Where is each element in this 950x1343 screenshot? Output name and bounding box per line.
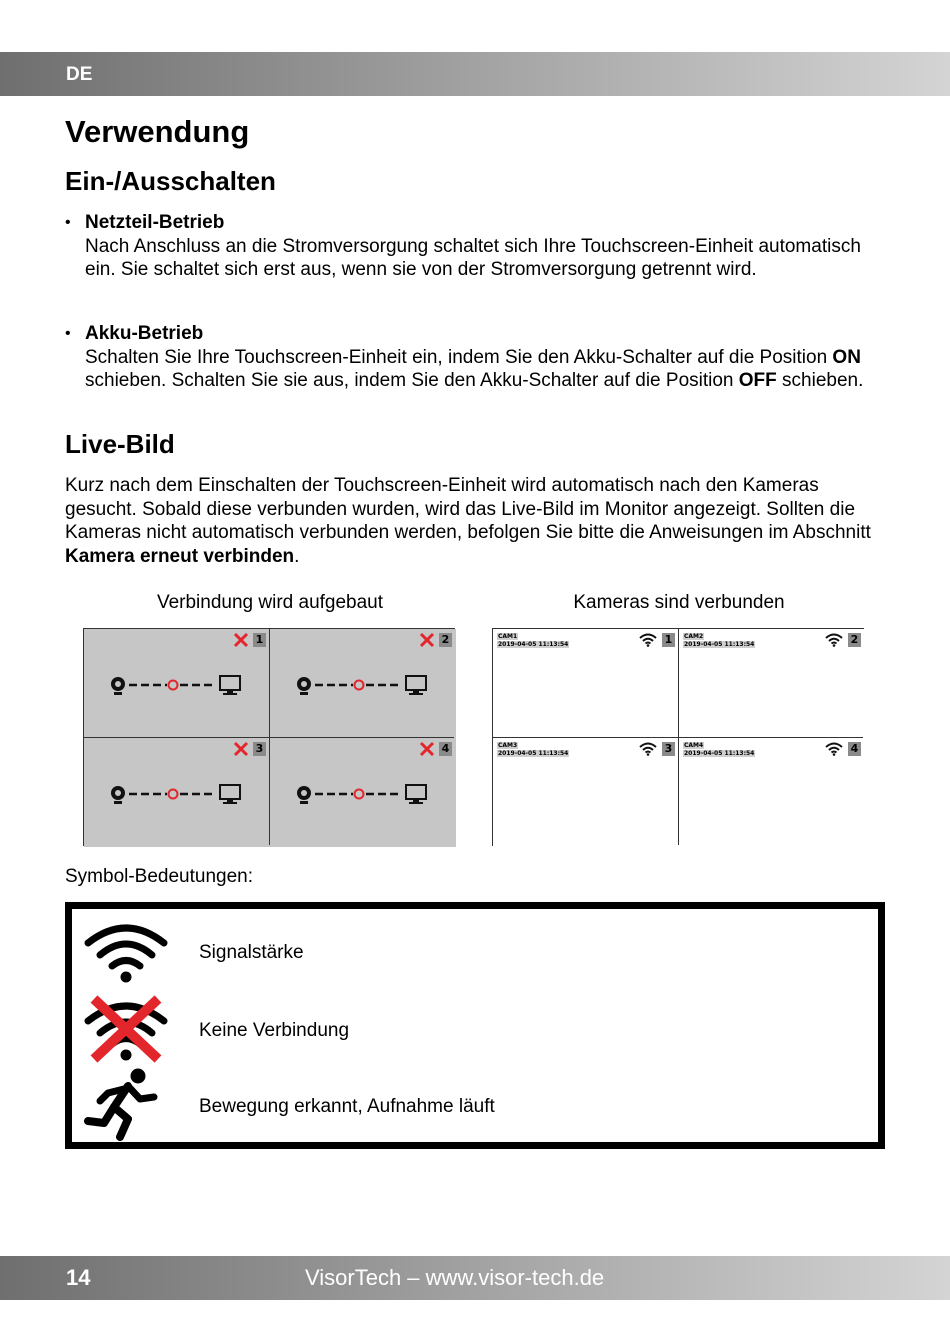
bullet-battery: [65, 322, 895, 393]
caption-connected: Kameras sind verbunden: [573, 592, 785, 613]
camera-label: CAM2 2019-04-05 11:13:54: [684, 633, 755, 648]
grid-divider: [493, 737, 863, 738]
channel-number: 4: [848, 742, 861, 756]
channel-number: 4: [439, 742, 452, 756]
off-label: OFF: [738, 370, 777, 391]
page-title: Verwendung: [65, 114, 250, 149]
language-label: DE: [66, 64, 93, 85]
grid-divider: [84, 737, 454, 738]
footer-bar: [0, 1256, 950, 1300]
bullet-power-supply: [65, 211, 895, 282]
symbols-title: Symbol-Bedeutungen:: [65, 866, 254, 887]
channel-number: 1: [253, 633, 266, 647]
camera-label: CAM3 2019-04-05 11:13:54: [498, 742, 569, 757]
header-bar: [0, 52, 950, 96]
no-connection-icon: [233, 632, 249, 648]
camera-cell: [84, 738, 270, 847]
camera-cell: [84, 629, 270, 738]
channel-number: 3: [253, 742, 266, 756]
wifi-icon: [825, 633, 843, 647]
channel-number: 1: [662, 633, 675, 647]
connecting-link-icon: [296, 673, 431, 697]
no-connection-icon: [419, 632, 435, 648]
camera-cell: [270, 738, 456, 847]
camera-cell: [679, 738, 865, 847]
camera-cell: [679, 629, 865, 738]
reconnect-reference: Kamera erneut verbinden: [65, 545, 295, 567]
wifi-icon: [825, 742, 843, 756]
camera-cell: [270, 629, 456, 738]
legend-label: Keine Verbindung: [199, 1020, 350, 1041]
legend-row-no-connection: [72, 992, 872, 1062]
connecting-link-icon: [110, 782, 245, 806]
camera-label: CAM1 2019-04-05 11:13:54: [498, 633, 569, 648]
wifi-icon: [84, 919, 168, 983]
no-connection-icon: [419, 741, 435, 757]
wifi-icon: [639, 742, 657, 756]
legend-row-motion: [72, 1067, 872, 1137]
connecting-link-icon: [110, 673, 245, 697]
on-label: ON: [832, 346, 861, 368]
camera-cell: [493, 738, 679, 847]
section-heading-power: Ein-/Ausschalten: [65, 166, 276, 196]
wifi-icon: [639, 633, 657, 647]
bullet-dot: •: [65, 325, 71, 342]
legend-label: Signalstärke: [199, 942, 304, 963]
connected-grid: [492, 628, 864, 846]
bullet-text: Schalten Sie Ihre Touchscreen-Einheit ein, indem Sie den Akku-Schalter auf die Position ON schieben. Schalten Sie sie aus, indem Sie den Akku-Schalter auf die Position OFF schieben.: [85, 346, 864, 391]
bullet-title: Netzteil-Betrieb: [85, 212, 225, 233]
channel-number: 2: [848, 633, 861, 647]
page-number: 14: [66, 1265, 91, 1290]
section-heading-live: Live-Bild: [65, 429, 175, 459]
connecting-grid: [83, 628, 455, 846]
symbol-legend: [65, 902, 885, 1149]
bullet-title: Akku-Betrieb: [85, 323, 204, 344]
legend-label: Bewegung erkannt, Aufnahme läuft: [199, 1096, 495, 1117]
channel-number: 3: [662, 742, 675, 756]
camera-label: CAM4 2019-04-05 11:13:54: [684, 742, 755, 757]
no-connection-icon: [233, 741, 249, 757]
bullet-dot: •: [65, 214, 71, 231]
live-paragraph: Kurz nach dem Einschalten der Touchscreen-Einheit wird automatisch nach den Kameras gesucht. Sobald diese verbunden wurden, wird das Live-Bild im Monitor angezeigt. Sollten die Kameras nicht automatisch verbunden werden, befolgen Sie bitte die Anweisungen im Abschnitt Kamera erneut verbinden.: [65, 475, 871, 567]
bullet-text: Nach Anschluss an die Stromversorgung schaltet sich Ihre Touchscreen-Einheit automatisch ein. Sie schaltet sich erst aus, wenn sie von der Stromversorgung getrennt wird.: [85, 235, 861, 280]
legend-row-signal: [72, 914, 872, 984]
footer-website: VisorTech – www.visor-tech.de: [305, 1265, 605, 1290]
caption-connecting: Verbindung wird aufgebaut: [156, 592, 384, 613]
camera-cell: [493, 629, 679, 738]
running-person-icon: [84, 1067, 168, 1141]
connecting-link-icon: [296, 782, 431, 806]
channel-number: 2: [439, 633, 452, 647]
no-connection-icon: [84, 995, 168, 1063]
